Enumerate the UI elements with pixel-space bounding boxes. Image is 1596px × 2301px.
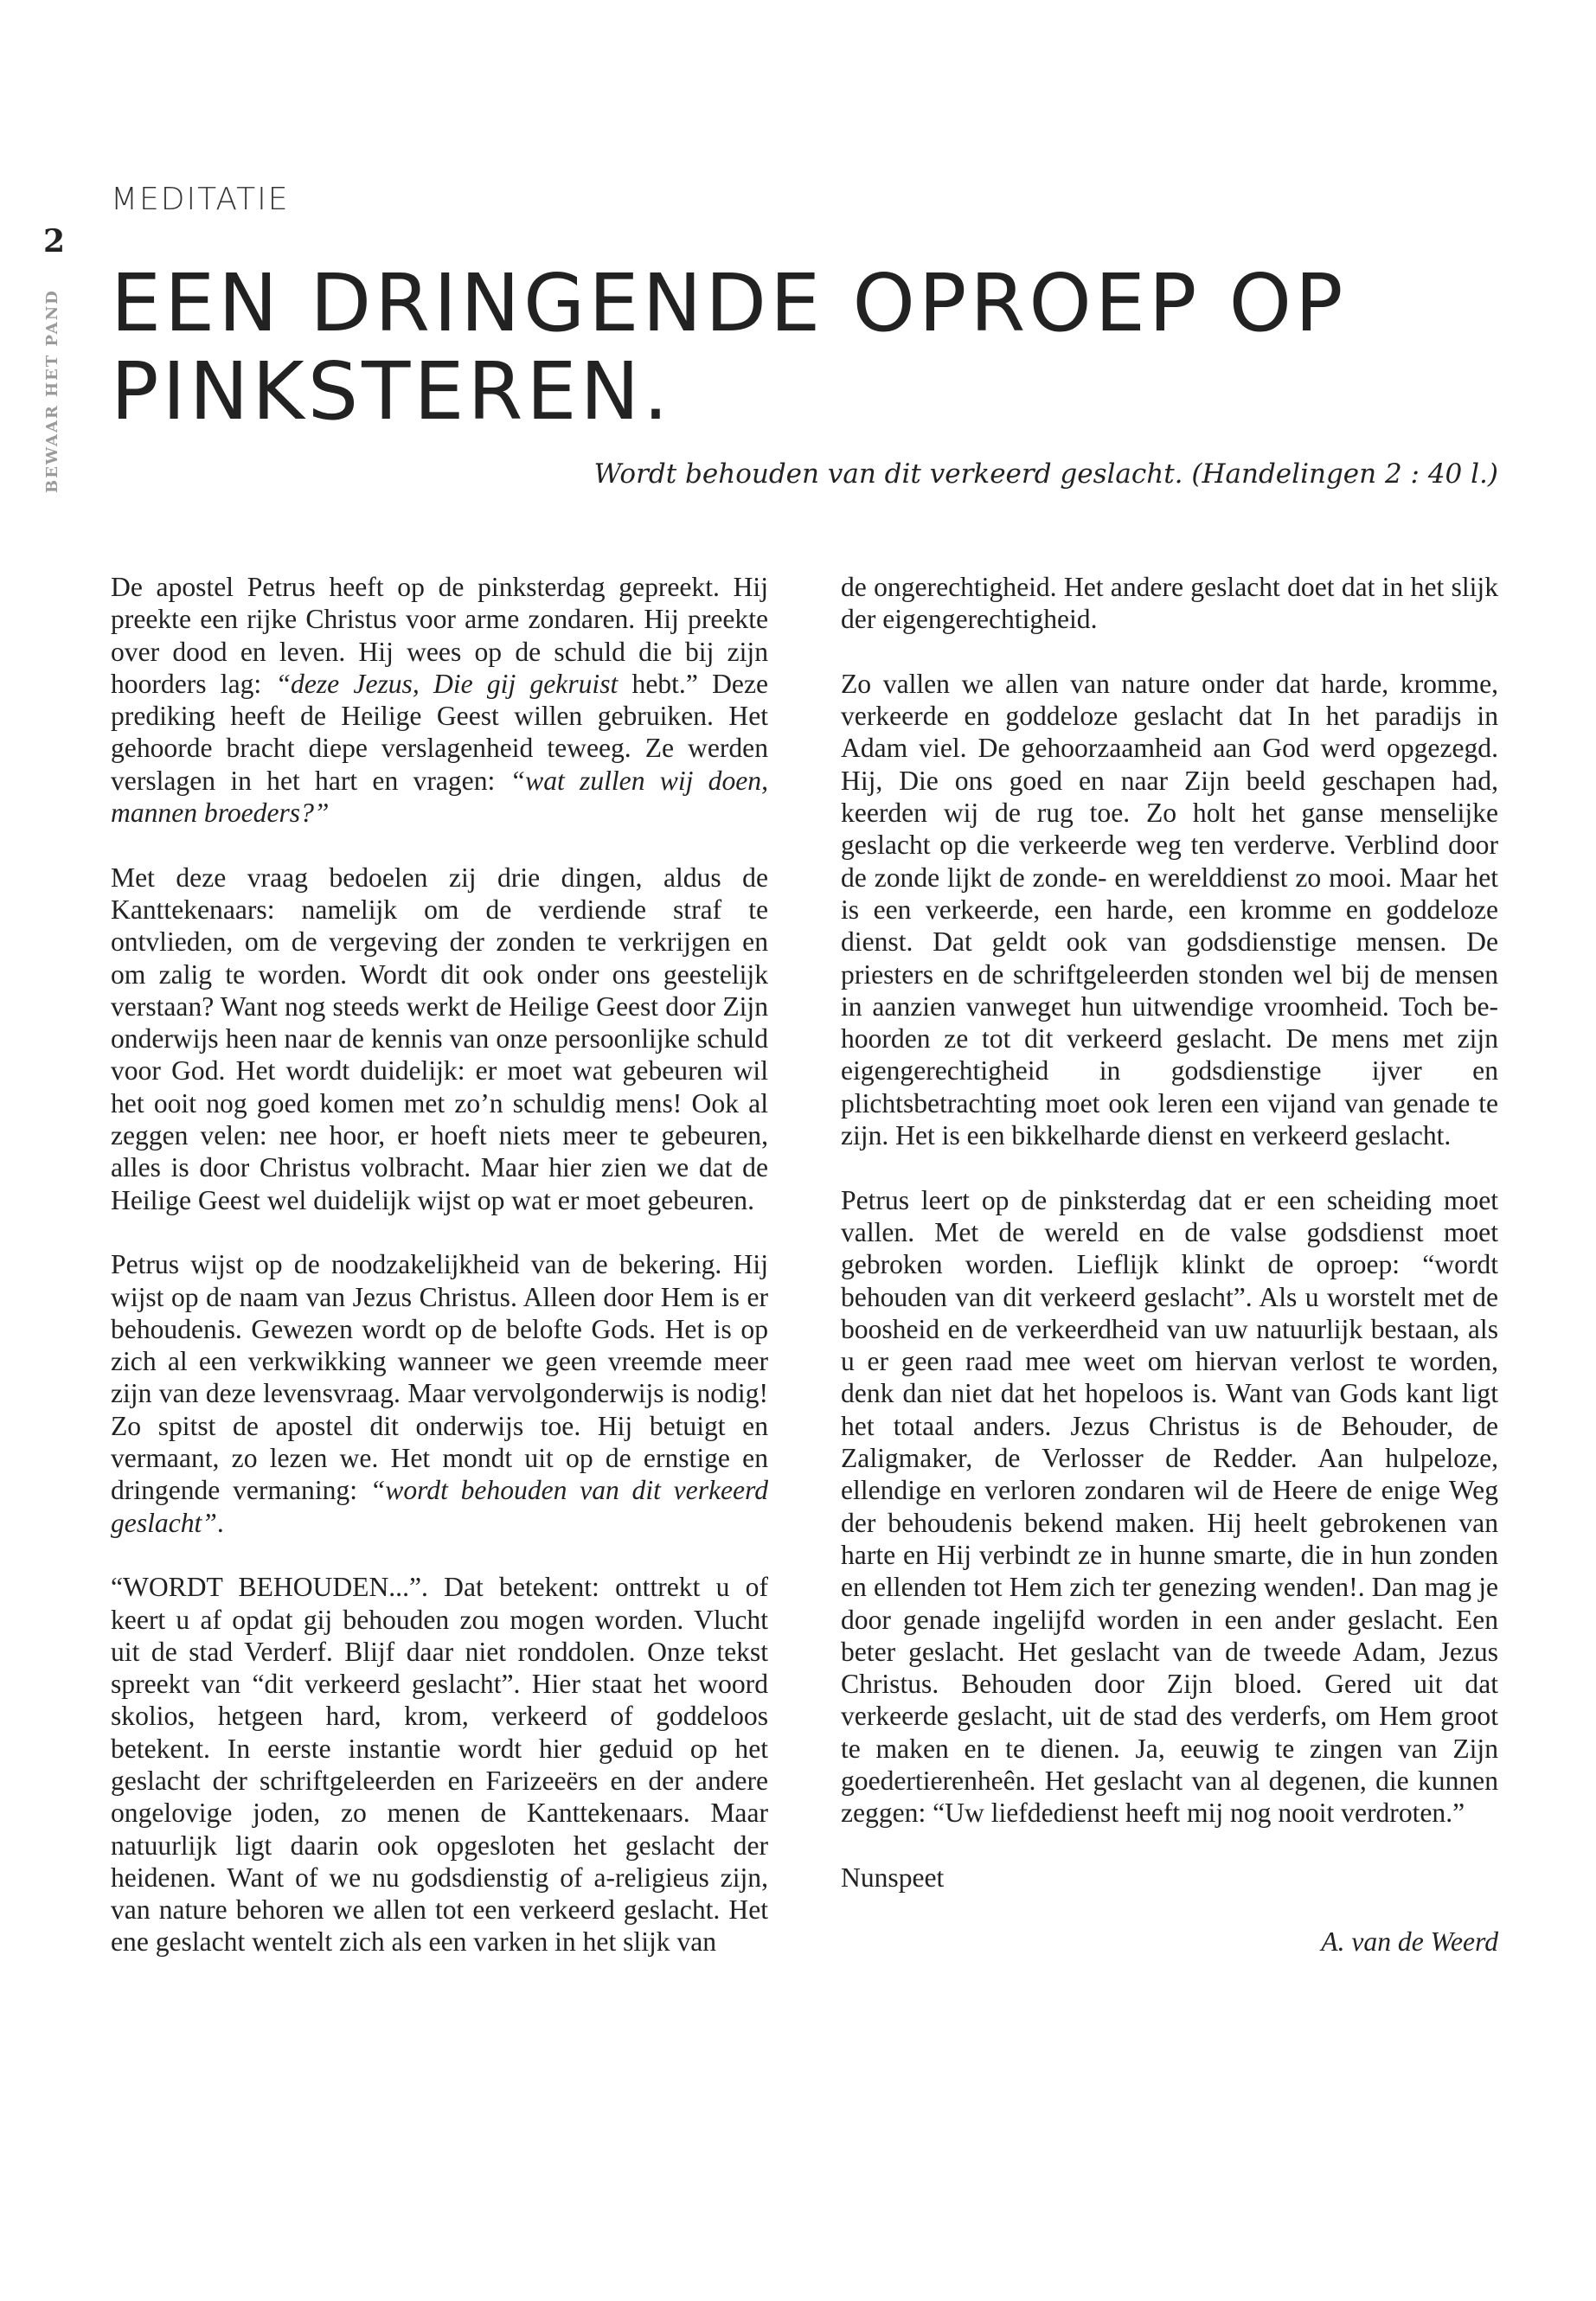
page-title: EEN DRINGENDE OPROEP OP PINKSTEREN. xyxy=(111,257,1347,438)
author-name: A. van de Weerd xyxy=(1321,1926,1498,1958)
column-right xyxy=(841,571,1498,1958)
page-number: 2 xyxy=(43,223,66,260)
section-label: MEDITATIE xyxy=(111,182,290,217)
paragraph-7: Petrus leert op de pinksterdag dat er een scheiding moet vallen. Met de wereld en de valse godsdienst moet gebroken worden. Lieflijk klinkt de oproep: “wordt behouden van dit verkeerd geslacht”. Als u worstelt met de boosheid en de verkeerdheid van uw natuurlijk bestaan, als u er geen raad mee weet om hiervan verlost te worden, denk dan niet dat het hopeloos is. Want van Gods kant ligt het totaal anders. Jezus Christus is de Behouder, de Zaligmaker, de Verlosser de Redder. Aan hulpeloze, ellendige en verloren zondaren wil de Heere de enige Weg der behoudenis bekend maken. Hij heelt gebrokenen van harte en Hij verbindt ze in hunne smarte, die in hun zonden en ellenden tot Hem zich ter genezing wenden!. Dan mag je door genade ingelijfd worden in een ander geslacht. Een beter geslacht. Het geslacht van de tweede Adam, Jezus Christus. Behouden door Zijn bloed. Gered uit dat verkeerde geslacht, uit de stad des verderfs, om Hem groot te maken en te dienen. Ja, eeuwig te zingen van Zijn goedertierenheên. Het geslacht van al degenen, die kunnen zeggen: “Uw liefdedienst heeft mij nog nooit verdroten.” xyxy=(841,1184,1498,1829)
paragraph-4: “WORDT BEHOUDEN...”. Dat betekent: onttrekt u of keert u af opdat gij behouden zou mogen worden. Vlucht uit de stad Verderf. Blijf daar niet ronddolen. Onze tekst spreekt van “dit verkeerd geslacht”. Hier staat het woord skolios, hetgeen hard, krom, verkeerd of goddeloos betekent. In eerste instantie wordt hier geduid op het geslacht der schriftgeleerden en Farizeeërs en der andere ongelovige joden, zo menen de Kanttekenaars. Maar natuurlijk ligt daarin ook opgesloten het geslacht der heidenen. Want of we nu godsdienstig of a-religieus zijn, van nature behoren we allen tot een verkeerd geslacht. Het ene geslacht wentelt zich als een varken in het slijk van xyxy=(111,1572,768,1958)
place-name: Nunspeet xyxy=(841,1862,945,1893)
side-label: BEWAAR HET PAND xyxy=(43,289,61,493)
paragraph-3-text: Petrus wijst op de noodzakelijkheid van de bekering. Hij wijst op de naam van Jezus Christus. Alleen door Hem is er behoudenis. Gewezen wordt op de belofte Gods. Het is op zich al een verkwikking wanneer we geen vreemde meer zijn van deze levensvraag. Maar vervolgonderwijs is nodig! Zo spitst de apostel dit onderwijs toe. Hij betuigt en vermaant, zo lezen we. Het mondt uit op de ernstige en dringende vermaning: xyxy=(111,1249,768,1506)
scripture-reference: Wordt behouden van dit verkeerd geslacht. (Handelingen 2 : 40 l.) xyxy=(593,458,1498,490)
paragraph-3 xyxy=(111,1248,768,1539)
column-left xyxy=(111,571,768,1958)
paragraph-1 xyxy=(111,571,768,829)
paragraph-1-text-b: hebt.” Deze prediking heeft de Heilige Geest willen gebruiken. Het gehoorde bracht diepe verslagenheid teweeg. Ze werden verslagen in het hart en vragen: xyxy=(111,668,768,796)
paragraph-3-quote: “wordt behouden van dit verkeerd geslacht” xyxy=(111,1475,768,1538)
paragraph-6: Zo vallen we allen van nature onder dat harde, kromme, verkeerde en goddeloze geslacht dat In het paradijs in Adam viel. De gehoorzaamheid aan God werd opgezegd. Hij, Die ons goed en naar Zijn beeld geschapen had, keerden wij de rug toe. Zo holt het ganse menselijke geslacht op die verkeerde weg ten verderve. Verblind door de zonde lijkt de zonde- en werelddienst zo mooi. Maar het is een verkeerde, een harde, een kromme en goddeloze dienst. Dat geldt ook van godsdienstige mensen. De priesters en de schriftgeleerden stonden wel bij de mensen in aanzien vanweget hun uitwendige vroomheid. Toch behoorden ze tot dit verkeerd geslacht. De mens met zijn eigengerechtigheid in godsdienstige ijver en plichtsbetrachting moet ook leren een vijand van genade te zijn. Het is een bikkelharde dienst en verkeerd geslacht. xyxy=(841,668,1498,1151)
paragraph-3-end: . xyxy=(216,1507,224,1538)
paragraph-1-text-a: De apostel Petrus heeft op de pinksterdag gepreekt. Hij preekte een rijke Christus voor arme zondaren. Hij preekte over dood en leven. Hij wees op de schuld die bij zijn hoorders lag: xyxy=(111,572,768,699)
paragraph-1-quote-b: “wat zullen wij doen, mannen broeders?” xyxy=(111,765,768,829)
paragraph-5: de ongerechtigheid. Het andere geslacht doet dat in het slijk der eigengerechtigheid. xyxy=(841,572,1498,635)
paragraph-2: Met deze vraag bedoelen zij drie dingen, aldus de Kanttekenaars: namelijk om de verdiende straf te ontvlieden, om de vergeving der zonden te verkrijgen en om zalig te worden. Wordt dit ook onder ons geestelijk verstaan? Want nog steeds werkt de Heilige Geest door Zijn onderwijs heen naar de kennis van onze persoonlijke schuld voor God. Het wordt duidelijk: er moet wat gebeuren wil het ooit nog goed komen met zo’n schuldig mens! Ook al zeggen velen: nee hoor, er hoeft niets meer te gebeuren, alles is door Christus volbracht. Maar hier zien we dat de Heilige Geest wel duidelijk wijst op wat er moet gebeuren. xyxy=(111,862,768,1215)
paragraph-1-quote-a: “deze Jezus, Die gij gekruist xyxy=(275,668,619,699)
